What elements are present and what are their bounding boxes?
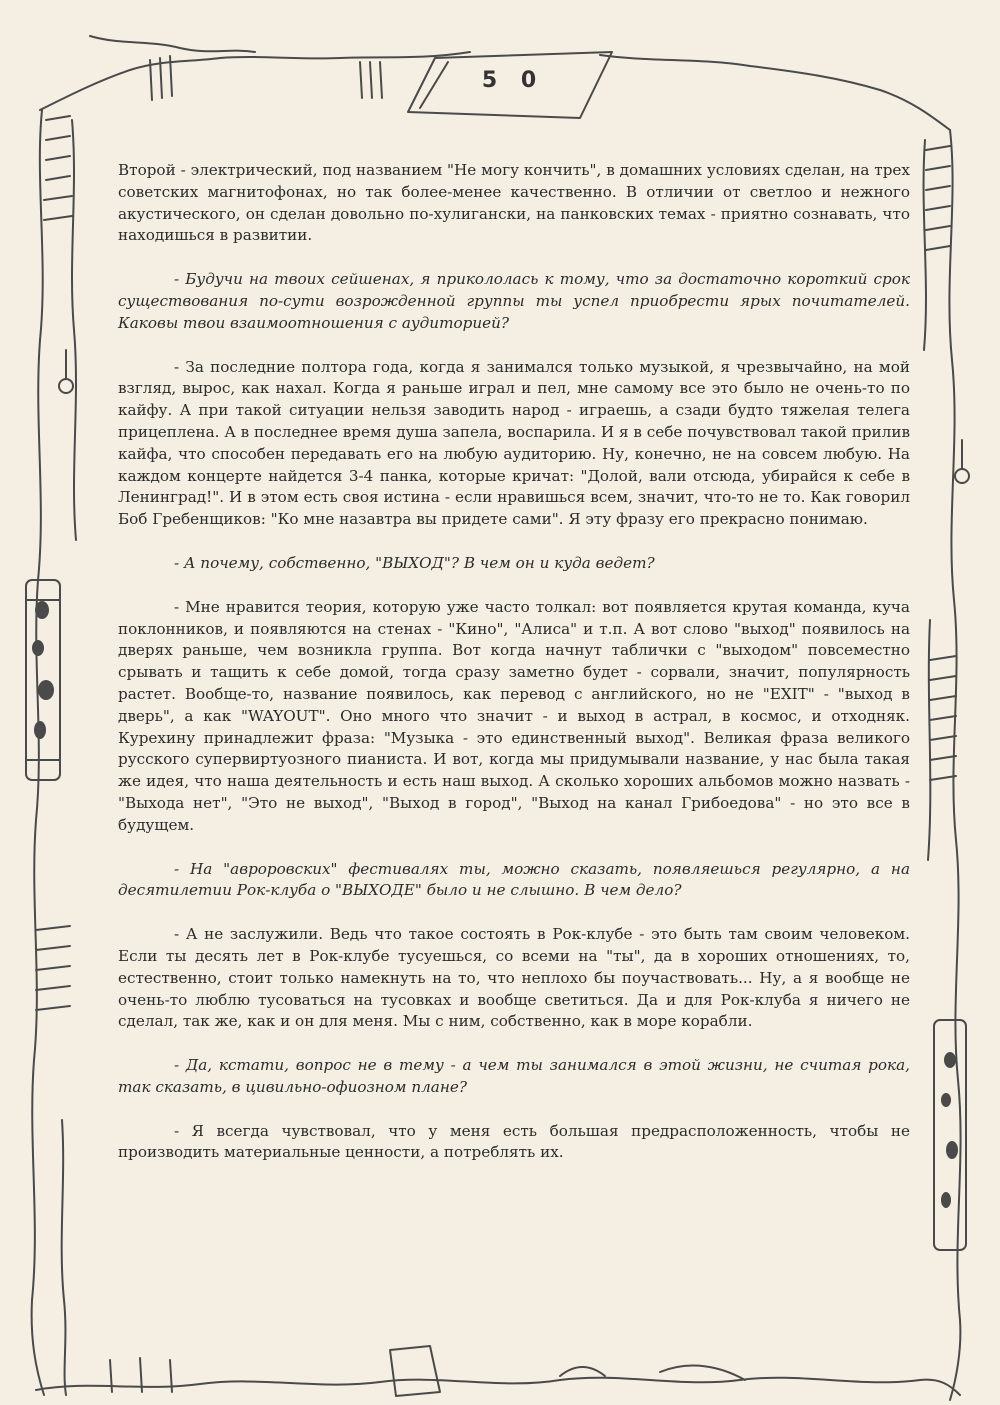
question-paragraph: - Да, кстати, вопрос не в тему - а чем ты занимался в этой жизни, не считая рока, так сказать, в цивильно-офиозном плане? xyxy=(118,1056,910,1096)
answer-paragraph: Второй - электрический, под названием "Не могу кончить", в домашних условиях сделан, на трех советских магнитофонах, но так более-менее качественно. В отличии от светлоо и нежного акустического, он сделан довольно по-хулигански, на панковских темах - приятно сознавать, что находишься в развитии. xyxy=(118,161,910,245)
article-body xyxy=(118,160,910,1186)
answer-paragraph: - Я всегда чувствовал, что у меня есть большая предрасположенность, чтобы не производить материальные ценности, а потреблять их. xyxy=(118,1121,910,1162)
answer-paragraph: - Мне нравится теория, которую уже часто толкал: вот появляется крутая команда, куча поклонников, и появляются на стенах - "Кино", "Алиса" и т.п. А вот слово "выход" появилось на дверях раньше, чем возникла группа. Вот когда начнут таблички с "выходом" повсеместно срывать и тащить к себе домой, тогда сразу заметно будет - сорвали, значит, популярность растет. Вообще-то, название появилось, как перевод с английского, но не "EXIT" - "выход в дверь", а как "WAYOUT". Оно много что значит - и выход в астрал, в космос, и отходняк. Курехину принадлежит фраза: "Музыка - это единственный выход". Великая фраза великого русского супервиртуозного пианиста. И вот, когда мы придумывали название, у нас была такая же идея, что наша деятельность и есть наш выход. А сколько хороших альбомов можно назвать - "Выхода нет", "Это не выход", "Выход в город", "Выход на канал Грибоедова" - но это все в будущем. xyxy=(118,597,910,834)
question-paragraph: - Будучи на твоих сейшенах, я прикололась к тому, что за достаточно короткий срок существования по-сути возрожденной группы ты успел приобрести ярых почитателей. Каковы твои взаимоотношения с аудиторией? xyxy=(118,270,910,332)
answer-paragraph: - За последние полтора года, когда я занимался только музыкой, я чрезвычайно, на мой взгляд, вырос, как нахал. Когда я раньше играл и пел, мне самому все это было не очень-то по кайфу. А при такой ситуации нельзя заводить народ - играешь, а сзади будто тяжелая телега прицеплена. А в последнее время душа запела, воспарила. И я в себе почувствовал такой прилив кайфа, что способен передавать его на любую аудиторию. Ну, конечно, не на совсем любую. На каждом концерте найдется 3-4 панка, которые кричат: "Долой, вали отсюда, убирайся к себе в Ленинград!". И в этом есть своя истина - если нравишься всем, значит, что-то не то. Как говорил Боб Гребенщиков: "Ко мне назавтра вы придете сами". Я эту фразу его прекрасно понимаю. xyxy=(118,357,910,529)
answer-paragraph: - А не заслужили. Ведь что такое состоять в Рок-клубе - это быть там своим человеком. Если ты десять лет в Рок-клубе тусуешься, со всеми на "ты", да в хороших отношениях, то, естественно, стоит только намекнуть на то, что неплохо бы поучаствовать... Ну, а я вообще не очень-то люблю тусоваться на тусовках и вообще светиться. Да и для Рок-клуба я ничего не сделал, так же, как и он для меня. Мы с ним, собственно, как в море корабли. xyxy=(118,925,910,1031)
question-paragraph: - А почему, собственно, "ВЫХОД"? В чем он и куда ведет? xyxy=(174,553,655,572)
question-paragraph: - На "авроровских" фестивалях ты, можно сказать, появляешься регулярно, а на десятилетии Рок-клуба о "ВЫХОДЕ" было и не слышно. В чем дело? xyxy=(118,859,910,900)
page-number: 5 0 xyxy=(481,68,545,93)
